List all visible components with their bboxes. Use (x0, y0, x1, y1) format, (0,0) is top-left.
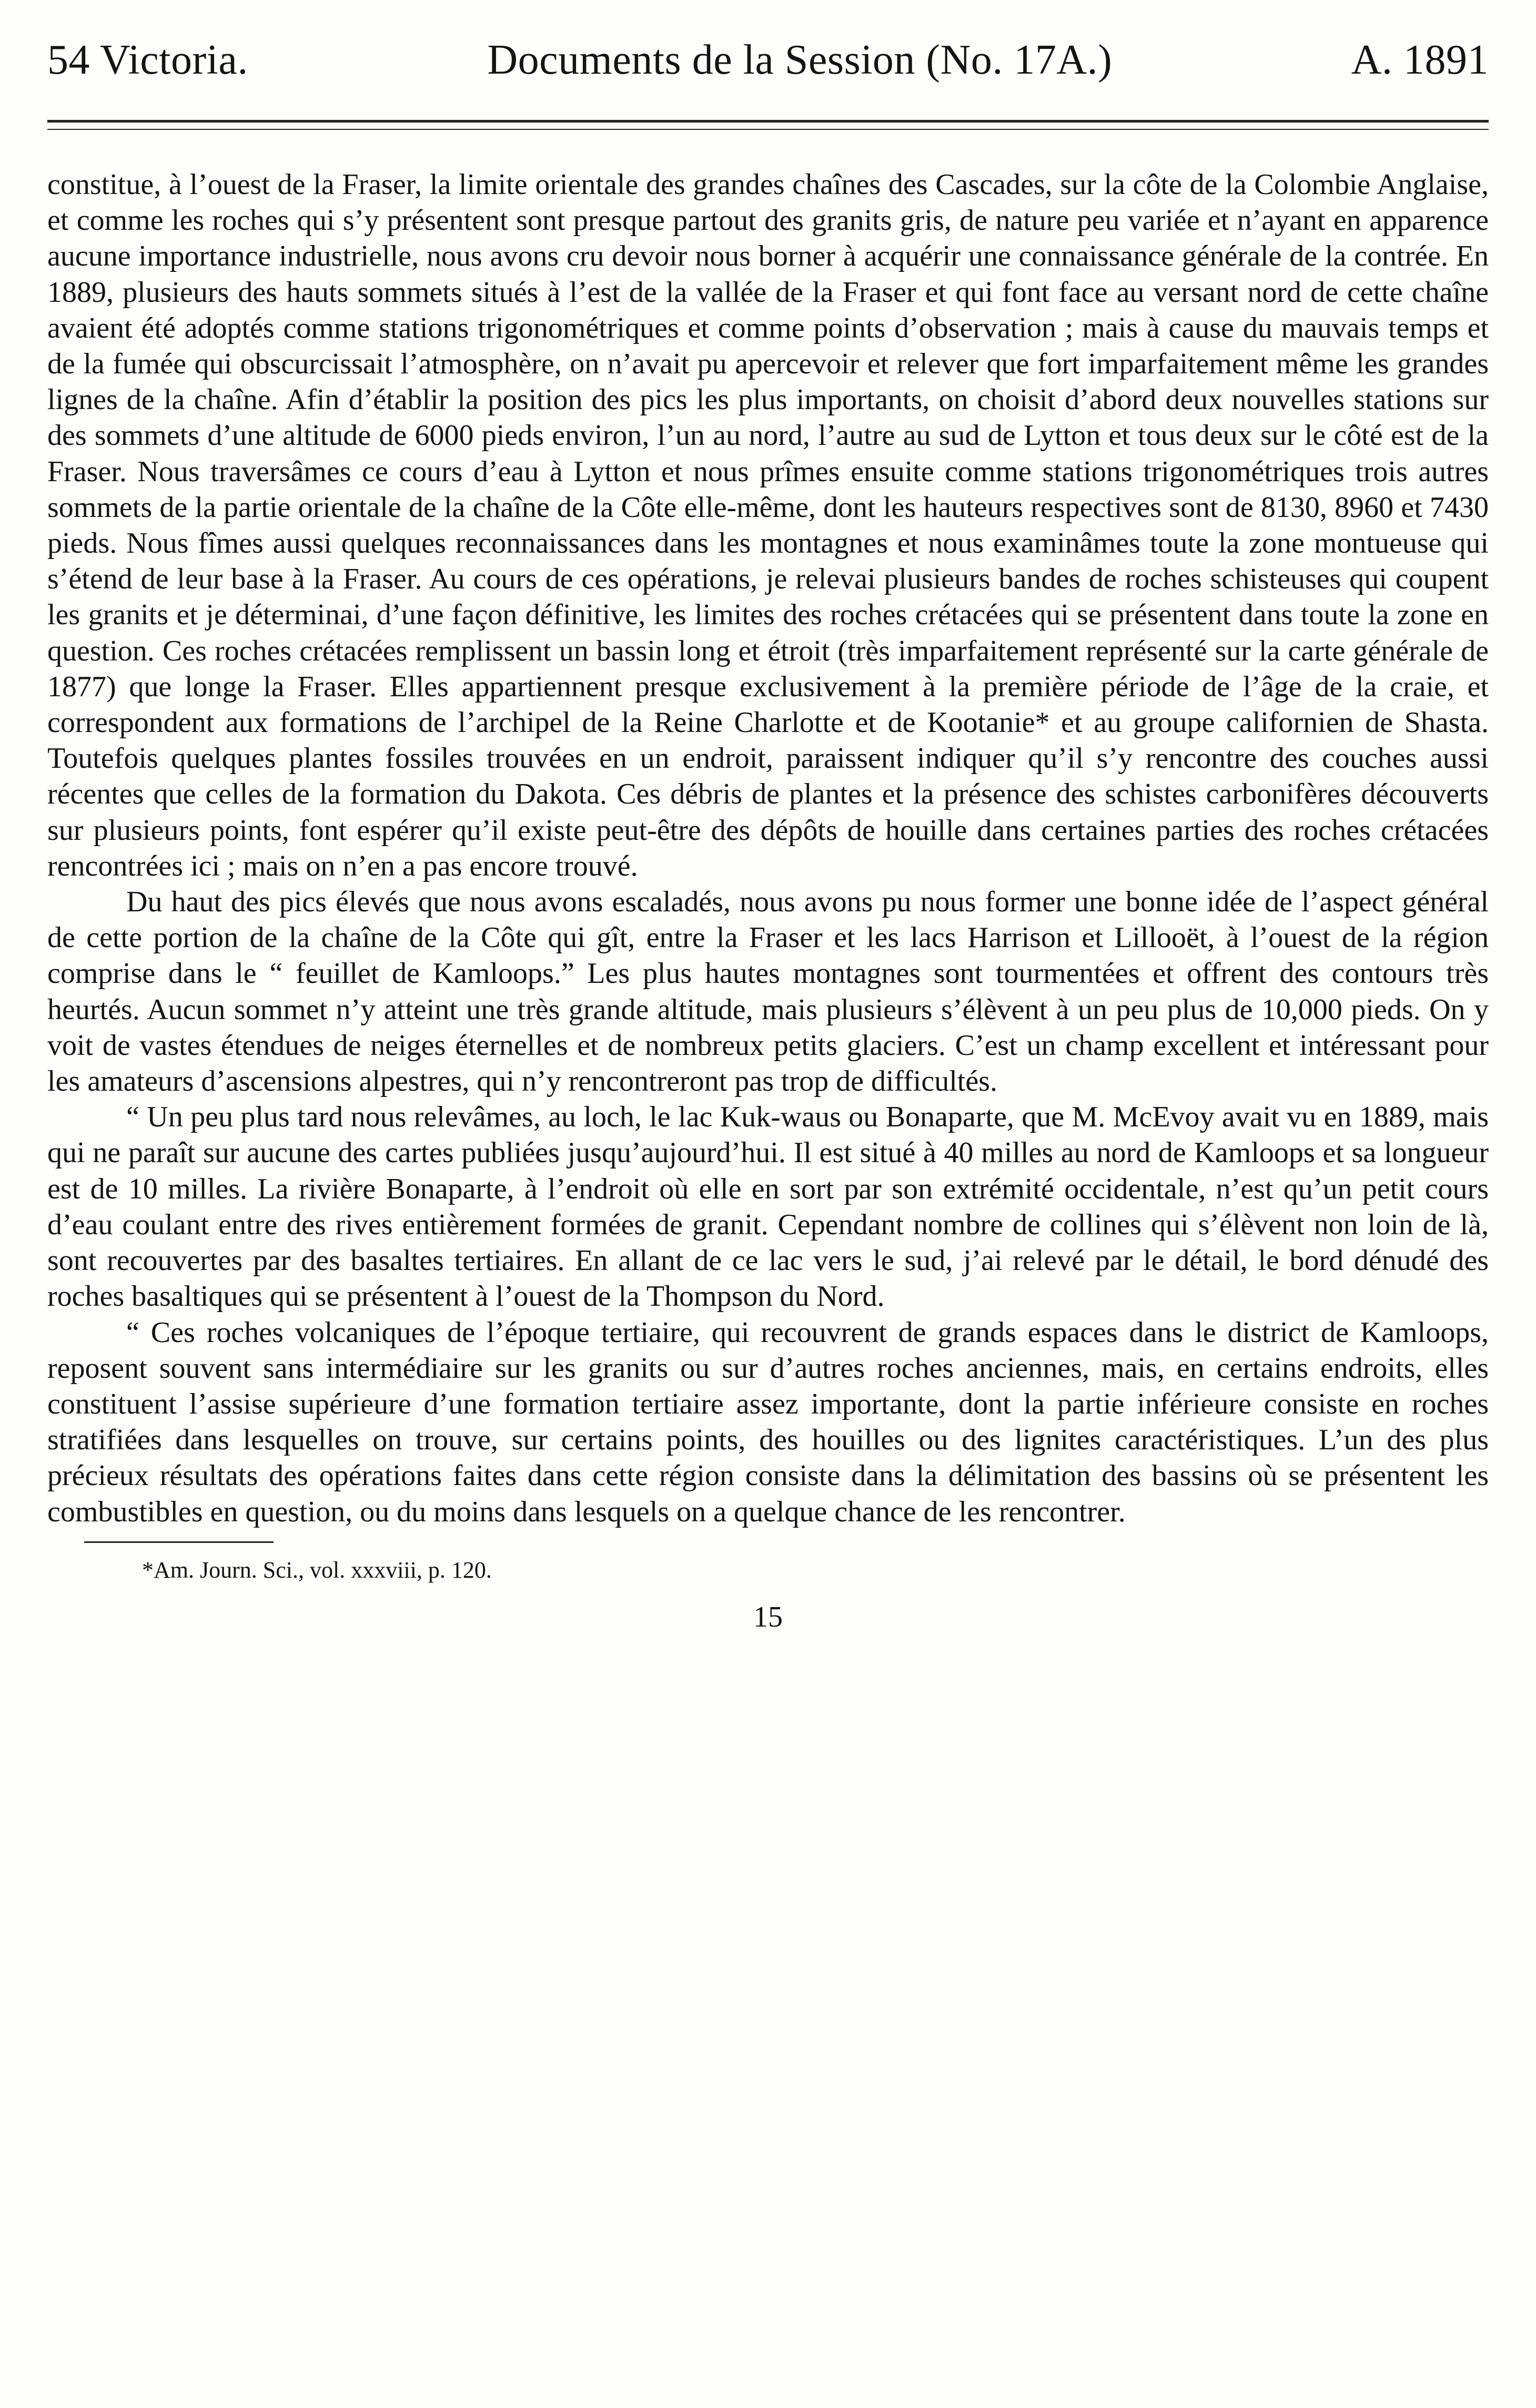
document-page (47, 37, 1489, 2393)
paragraph-1: constitue, à l’ouest de la Fraser, la limite orientale des grandes chaînes des Cascades, sur la côte de la Colombie Anglaise, et comme les roches qui s’y présentent sont presque partout des granits gris, de nature peu variée et n’ayant en apparence aucune importance industrielle, nous avons cru devoir nous borner à acquérir une connaissance générale de la contrée. En 1889, plusieurs des hauts sommets situés à l’est de la vallée de la Fraser et qui font face au versant nord de cette chaîne avaient été adoptés comme stations trigonométriques et comme points d’observation ; mais à cause du mauvais temps et de la fumée qui obscurcissait l’atmosphère, on n’avait pu apercevoir et relever que fort imparfaitement même les grandes lignes de la chaîne. Afin d’établir la position des pics les plus importants, on choisit d’abord deux nouvelles stations sur des sommets d’une altitude de 6000 pieds environ, l’un au nord, l’autre au sud de Lytton et tous deux sur le côté est de la Fraser. Nous traversâmes ce cours d’eau à Lytton et nous prîmes ensuite comme stations trigonométriques trois autres sommets de la partie orientale de la chaîne de la Côte elle-même, dont les hauteurs respectives sont de 8130, 8960 et 7430 pieds. Nous fîmes aussi quelques reconnaissances dans les montagnes et nous examinâmes toute la zone montueuse qui s’étend de leur base à la Fraser. Au cours de ces opérations, je relevai plusieurs bandes de roches schisteuses qui coupent les granits et je déterminai, d’une façon définitive, les limites des roches crétacées qui se présentent dans toute la zone en question. Ces roches crétacées remplissent un bassin long et étroit (très imparfaitement représenté sur la carte générale de 1877) que longe la Fraser. Elles appartiennent presque exclusivement à la première période de l’âge de la craie, et correspondent aux formations de l’archipel de la Reine Charlotte et de Kootanie* et au groupe californien de Shasta. Toutefois quelques plantes fossiles trouvées en un endroit, paraissent indiquer qu’il s’y rencontre des couches aussi récentes que celles de la formation du Dakota. Ces débris de plantes et la présence des schistes carbonifères découverts sur plusieurs points, font espérer qu’il existe peut-être des dépôts de houille dans certaines parties des roches crétacées rencontrées ici ; mais on n’en a pas encore trouvé. (47, 168, 1489, 882)
header-title: Documents de la Session (No. 17A.) (487, 37, 1113, 83)
running-header (47, 37, 1489, 83)
page-number: 15 (753, 1600, 783, 1633)
header-rule-thin (47, 129, 1489, 130)
header-volume: 54 Victoria. (47, 37, 248, 83)
footnote-rule (84, 1541, 274, 1543)
header-year: A. 1891 (1351, 37, 1489, 83)
footnote: *Am. Journ. Sci., vol. xxxviii, p. 120. (142, 1557, 492, 1583)
body-text (47, 167, 1489, 1530)
paragraph-4: “ Ces roches volcaniques de l’époque tertiaire, qui recouvrent de grands espaces dans le district de Kamloops, reposent souvent sans intermédiaire sur les granits ou sur d’autres roches anciennes, mais, en certains endroits, elles constituent l’assise supérieure d’une formation tertiaire assez importante, dont la partie inférieure consiste en roches stratifiées dans lesquelles on trouve, sur certains points, des houilles ou des lignites caractéristiques. L’un des plus précieux résultats des opérations faites dans cette région consiste dans la délimitation des bassins où se présentent les combustibles en question, ou du moins dans lesquels on a quelque chance de les rencontrer. (47, 1316, 1489, 1528)
paragraph-2: Du haut des pics élevés que nous avons escaladés, nous avons pu nous former une bonne idée de l’aspect général de cette portion de la chaîne de la Côte qui gît, entre la Fraser et les lacs Harrison et Lillooët, à l’ouest de la région comprise dans le “ feuillet de Kamloops.” Les plus hautes montagnes sont tourmentées et offrent des contours très heurtés. Aucun sommet n’y atteint une très grande altitude, mais plusieurs s’élèvent à un peu plus de 10,000 pieds. On y voit de vastes étendues de neiges éternelles et de nombreux petits glaciers. C’est un champ excellent et intéressant pour les amateurs d’ascensions alpestres, qui n’y rencontreront pas trop de difficultés. (47, 886, 1489, 1098)
header-rule-thick (47, 120, 1489, 123)
paragraph-3: “ Un peu plus tard nous relevâmes, au loch, le lac Kuk-waus ou Bonaparte, que M. McEvoy avait vu en 1889, mais qui ne paraît sur aucune des cartes publiées jusqu’aujourd’hui. Il est situé à 40 milles au nord de Kamloops et sa longueur est de 10 milles. La rivière Bonaparte, à l’endroit où elle en sort par son extrémité occidentale, n’est qu’un petit cours d’eau coulant entre des rives entièrement formées de granit. Cependant nombre de collines qui s’élèvent non loin de là, sont recouvertes par des basaltes tertiaires. En allant de ce lac vers le sud, j’ai relevé par le détail, le bord dénudé des roches basaltiques qui se présentent à l’ouest de la Thompson du Nord. (47, 1101, 1489, 1313)
